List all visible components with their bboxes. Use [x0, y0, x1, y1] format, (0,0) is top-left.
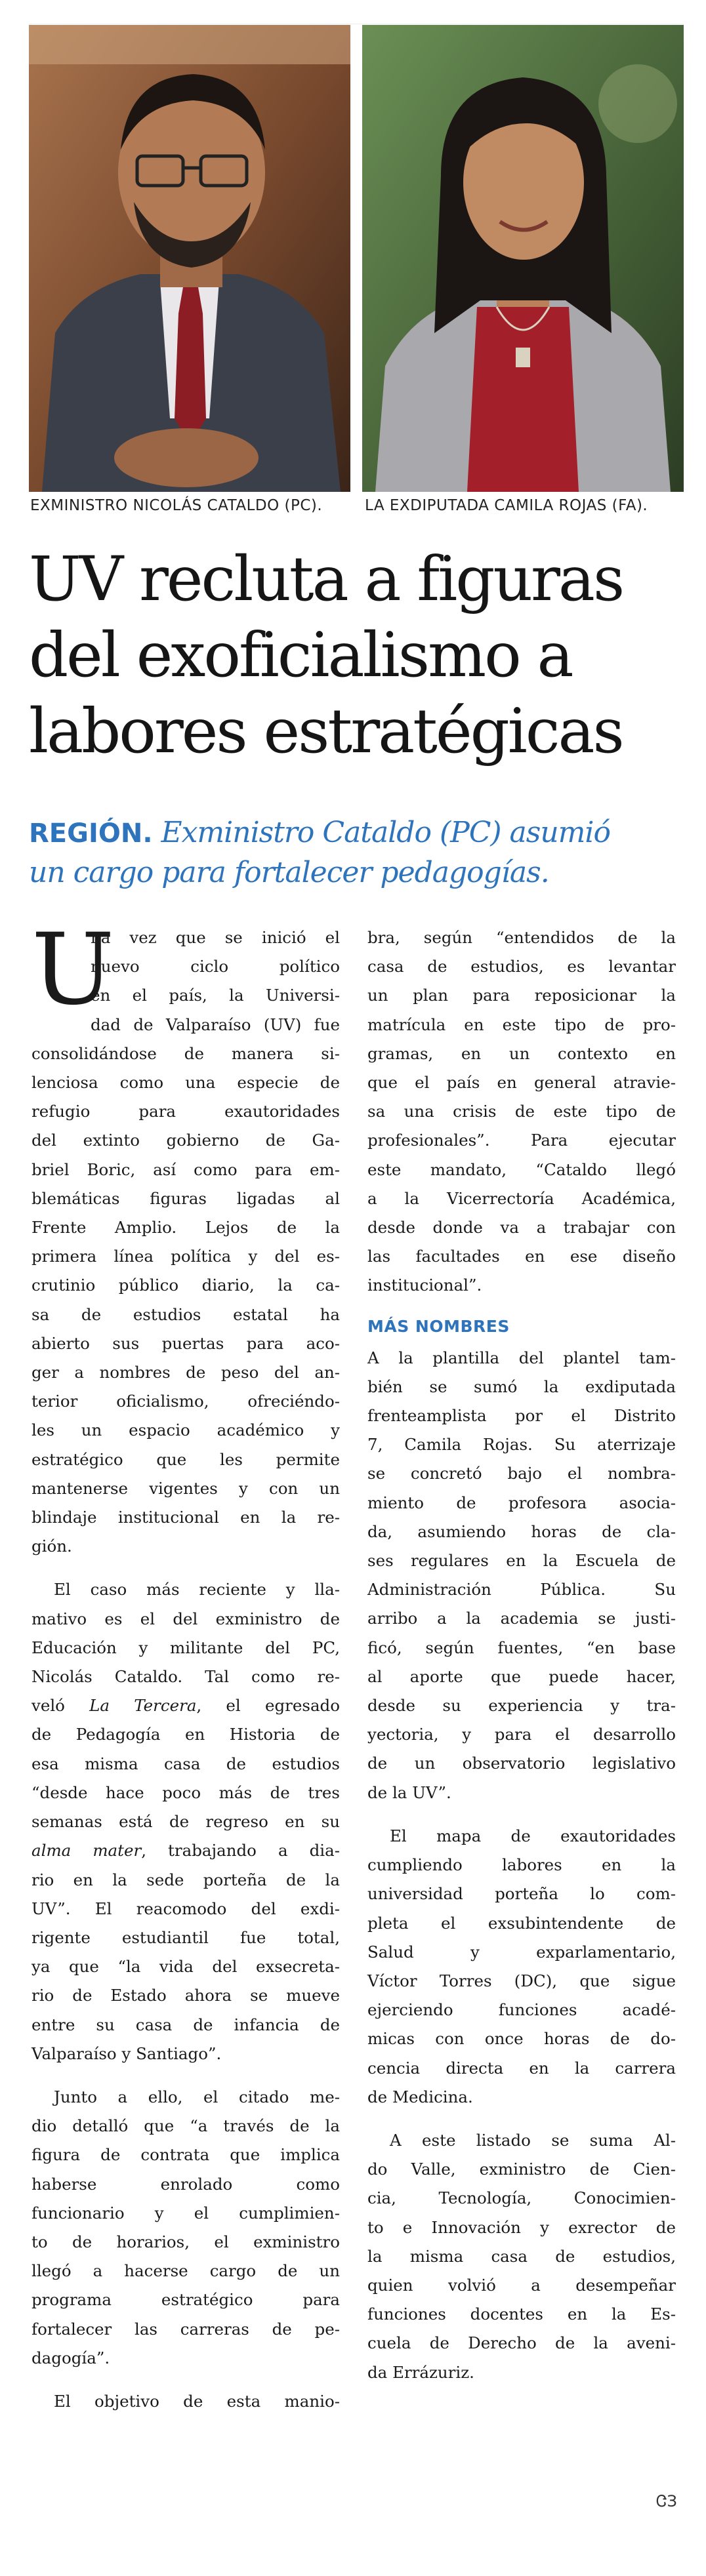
text-segment: se concretó bajo el nombra- — [367, 1464, 676, 1483]
text-segment: cumpliendo labores en la — [367, 1855, 676, 1875]
portrait-man-image — [29, 25, 350, 492]
text-segment: micas con once horas de do- — [367, 2029, 676, 2049]
text-line — [367, 1546, 676, 1575]
text-segment: las facultades en ese diseño — [367, 1247, 676, 1266]
text-line — [367, 2242, 676, 2271]
text-segment: nuevo ciclo político — [91, 957, 340, 976]
text-segment: universidad porteña lo com- — [367, 1884, 676, 1904]
text-segment: arribo a la academia se justi- — [367, 1609, 676, 1628]
text-line — [31, 1416, 340, 1445]
paragraph — [367, 923, 676, 1300]
text-segment: yectoria, y para el desarrollo — [367, 1725, 676, 1744]
text-line — [91, 981, 340, 1010]
text-segment: briel Boric, así como para em- — [31, 1159, 340, 1179]
text-line — [31, 2387, 340, 2416]
text-segment: Valparaíso y Santiago”. — [31, 2043, 222, 2063]
text-segment: consolidándose de manera si- — [31, 1043, 340, 1063]
text-segment: do Valle, exministro de Cien- — [367, 2160, 676, 2179]
text-segment: crutinio público diario, la ca- — [31, 1276, 340, 1295]
text-line — [31, 1474, 340, 1503]
text-segment: mantenerse vigentes y con un — [31, 1478, 340, 1498]
text-segment: Nicolás Cataldo. Tal como re- — [31, 1667, 340, 1687]
text-line — [31, 1097, 340, 1126]
text-segment: profesionales”. Para ejecutar — [367, 1131, 676, 1150]
text-line — [367, 1575, 676, 1604]
text-line — [31, 2285, 340, 2314]
text-line — [31, 1445, 340, 1474]
text-segment: to de horarios, el exministro — [31, 2232, 340, 2251]
text-line — [31, 1634, 340, 1662]
text-segment: Salud y exparlamentario, — [367, 1942, 676, 1962]
text-line — [31, 1213, 340, 1242]
text-segment: dad de Valparaíso (UV) fue — [91, 1015, 340, 1034]
text-segment: veló — [31, 1696, 90, 1716]
text-line — [367, 2126, 676, 2155]
text-line — [367, 1068, 676, 1097]
text-line — [31, 1691, 340, 1720]
text-segment: dio detalló que “a través de la — [31, 2116, 340, 2136]
headline-line: UV recluta a figuras — [29, 544, 623, 615]
text-segment: miento de profesora asocia- — [367, 1493, 676, 1512]
text-segment: llegó a hacerse cargo de un — [31, 2261, 340, 2281]
text-segment: rio de Estado ahora se mueve — [31, 1986, 340, 2005]
text-segment: cia, Tecnología, Conocimien- — [367, 2188, 676, 2208]
text-line — [367, 2184, 676, 2213]
text-line — [31, 1981, 340, 2010]
text-segment: El objetivo de esta manio- — [54, 2391, 340, 2411]
text-line — [367, 1720, 676, 1749]
text-segment: en el país, la Universi- — [91, 986, 340, 1005]
text-line — [31, 1532, 340, 1561]
text-line — [31, 2011, 340, 2040]
paragraph — [367, 1822, 676, 2112]
photo-camila-rojas — [362, 25, 684, 492]
text-segment: de la UV”. — [367, 1782, 451, 1802]
text-line — [367, 2358, 676, 2387]
text-line — [367, 1213, 676, 1242]
text-segment: quien volvió a desempeñar — [367, 2275, 676, 2295]
text-line — [31, 1866, 340, 1895]
text-segment: lenciosa como una especie de — [31, 1073, 340, 1093]
text-segment: na vez que se inició el — [91, 928, 340, 947]
text-segment: haberse enrolado como — [31, 2174, 340, 2194]
photo-caption-left: EXMINISTRO NICOLÁS CATALDO (PC). — [30, 497, 323, 514]
headline — [29, 542, 685, 770]
text-segment: Frente Amplio. Lejos de la — [31, 1218, 340, 1238]
text-line — [367, 1430, 676, 1459]
text-line — [367, 981, 676, 1010]
text-line — [367, 1634, 676, 1662]
drop-cap: U — [31, 913, 115, 1027]
text-line — [31, 1184, 340, 1213]
deck-line — [29, 813, 685, 853]
text-segment: de Pedagogía en Historia de — [31, 1725, 340, 1744]
text-line — [31, 1750, 340, 1779]
text-segment: entre su casa de infancia de — [31, 2015, 340, 2034]
text-segment: cuela de Derecho de la aveni- — [367, 2333, 676, 2353]
text-line — [31, 2315, 340, 2344]
text-line — [31, 1779, 340, 1807]
paragraph — [31, 1575, 340, 2068]
text-line — [31, 2199, 340, 2228]
text-line — [31, 1271, 340, 1300]
text-segment: desde su experiencia y tra- — [367, 1696, 676, 1716]
text-line — [31, 2040, 340, 2068]
text-segment: da, asumiendo horas de cla- — [367, 1521, 676, 1541]
text-line — [91, 952, 340, 981]
text-segment: sa de estudios estatal ha — [31, 1304, 340, 1324]
text-line — [367, 2329, 676, 2358]
text-line — [367, 1097, 676, 1126]
text-line — [367, 2155, 676, 2184]
text-line — [367, 1271, 676, 1300]
text-line — [367, 1662, 676, 1691]
text-line — [31, 1126, 340, 1155]
headline-line: labores estratégicas — [29, 696, 623, 767]
text-segment: primera línea política y del es- — [31, 1247, 340, 1266]
text-line — [367, 2083, 676, 2112]
text-line — [367, 1851, 676, 1880]
text-segment: gión. — [31, 1537, 72, 1556]
text-segment: ficó, según fuentes, “en base — [367, 1638, 676, 1657]
section-tag: REGIÓN. — [29, 818, 153, 849]
text-segment: , trabajando a dia- — [141, 1841, 340, 1861]
text-segment: institucional”. — [367, 1276, 482, 1295]
text-segment: matrícula en este tipo de pro- — [367, 1015, 676, 1034]
paragraph — [367, 2126, 676, 2387]
text-segment: El mapa de exautoridades — [390, 1826, 676, 1845]
text-line — [367, 923, 676, 952]
text-segment: casa de estudios, es levantar — [367, 957, 676, 976]
text-line — [31, 1039, 340, 1068]
text-line — [367, 1967, 676, 1996]
text-line — [31, 2141, 340, 2169]
paragraph — [367, 1344, 676, 1807]
text-line — [31, 1329, 340, 1358]
text-line — [31, 2344, 340, 2373]
text-line — [31, 1895, 340, 1923]
text-segment: de un observatorio legislativo — [367, 1754, 676, 1773]
text-segment: ya que “la vida del exsecreta- — [31, 1957, 340, 1977]
text-segment: Educación y militante del PC, — [31, 1638, 340, 1657]
text-line — [367, 1822, 676, 1851]
text-line — [31, 1503, 340, 1532]
text-line — [31, 1242, 340, 1271]
text-segment: desde donde va a trabajar con — [367, 1218, 676, 1238]
text-segment: este mandato, “Cataldo llegó — [367, 1159, 676, 1179]
italic-text: alma mater — [31, 1841, 142, 1861]
text-line — [31, 1836, 340, 1865]
text-line — [31, 1720, 340, 1749]
text-segment: blemáticas figuras ligadas al — [31, 1188, 340, 1208]
text-line — [367, 952, 676, 981]
text-segment: , el egresado — [196, 1696, 340, 1716]
text-segment: da Errázuriz. — [367, 2362, 474, 2382]
text-segment: funcionario y el cumplimien- — [31, 2203, 340, 2223]
text-segment: les un espacio académico y — [31, 1420, 340, 1440]
text-segment: dagogía”. — [31, 2348, 110, 2367]
text-line — [367, 1779, 676, 1807]
text-segment: UV”. El reacomodo del exdi- — [31, 1899, 340, 1918]
text-segment: figura de contrata que implica — [31, 2145, 340, 2165]
text-segment: refugio para exautoridades — [31, 1102, 340, 1121]
text-segment: to e Innovación y exrector de — [367, 2217, 676, 2237]
text-line — [31, 1387, 340, 1416]
text-segment: blindaje institucional en la re- — [31, 1508, 340, 1527]
text-line — [367, 1184, 676, 1213]
text-segment: frenteamplista por el Distrito — [367, 1406, 676, 1426]
text-segment: gramas, en un contexto en — [367, 1043, 676, 1063]
text-line — [91, 923, 340, 952]
headline-line: del exoficialismo a — [29, 620, 572, 691]
text-segment: A este listado se suma Al- — [390, 2130, 676, 2150]
text-line — [367, 2300, 676, 2329]
text-line — [367, 1880, 676, 1908]
text-line — [31, 1300, 340, 1329]
photo-caption-right: LA EXDIPUTADA CAMILA ROJAS (FA). — [365, 497, 648, 514]
text-segment: bra, según “entendidos de la — [367, 928, 676, 947]
text-line — [367, 1489, 676, 1518]
text-segment: cencia directa en la carrera — [367, 2058, 676, 2078]
text-line — [367, 1749, 676, 1778]
text-segment: rigente estudiantil fue total, — [31, 1927, 340, 1947]
text-segment: A la plantilla del plantel tam- — [367, 1348, 676, 1367]
text-line — [367, 1518, 676, 1546]
text-segment: ejerciendo funciones acadé- — [367, 2000, 676, 2020]
paragraph — [31, 2083, 340, 2373]
text-line — [31, 2112, 340, 2141]
text-line — [367, 1401, 676, 1430]
text-line — [31, 1068, 340, 1097]
text-line — [367, 1373, 676, 1401]
text-segment: esa misma casa de estudios — [31, 1754, 340, 1773]
text-line — [31, 1156, 340, 1184]
text-segment: 7, Camila Rojas. Su aterrizaje — [367, 1435, 676, 1455]
photo-nicolas-cataldo — [29, 25, 350, 492]
text-segment: ses regulares en la Escuela de — [367, 1551, 676, 1571]
text-line — [367, 2054, 676, 2083]
text-line — [31, 1923, 340, 1952]
text-line — [367, 1604, 676, 1633]
text-line — [367, 1691, 676, 1720]
text-segment: de Medicina. — [367, 2087, 473, 2106]
text-segment: abierto sus puertas para aco- — [31, 1333, 340, 1353]
text-line — [367, 1459, 676, 1488]
text-segment: la misma casa de estudios, — [367, 2246, 676, 2266]
text-segment: estratégico que les permite — [31, 1449, 340, 1469]
text-line — [31, 1807, 340, 1836]
section-subhead: MÁS NOMBRES — [367, 1316, 510, 1336]
text-line — [367, 1996, 676, 2024]
text-line — [31, 1605, 340, 1634]
text-line — [31, 2170, 340, 2199]
text-line — [367, 1156, 676, 1184]
text-line — [31, 1662, 340, 1691]
text-segment: pleta el exsubintendente de — [367, 1913, 676, 1933]
text-segment: bién se sumó la exdiputada — [367, 1377, 676, 1396]
text-line — [367, 1909, 676, 1938]
text-segment: Junto a ello, el citado me- — [54, 2087, 340, 2106]
text-line — [31, 2257, 340, 2285]
deck-text: Exministro Cataldo (PC) asumió — [152, 816, 610, 849]
text-line — [367, 2024, 676, 2053]
text-segment: rio en la sede porteña de la — [31, 1870, 340, 1889]
text-line — [31, 2228, 340, 2257]
text-segment: El caso más reciente y lla- — [54, 1580, 340, 1600]
italic-text: La Tercera — [89, 1696, 197, 1716]
text-line — [31, 1358, 340, 1387]
text-line — [31, 2083, 340, 2112]
text-segment: que el país en general atravie- — [367, 1073, 676, 1093]
text-segment: un plan para reposicionar la — [367, 986, 676, 1005]
text-segment: funciones docentes en la Es- — [367, 2304, 676, 2324]
paragraph — [31, 2387, 340, 2416]
text-line — [31, 1575, 340, 1604]
text-segment: Víctor Torres (DC), que sigue — [367, 1971, 676, 1990]
end-mark: ᏣЗ — [656, 2492, 677, 2510]
text-line — [367, 2213, 676, 2242]
text-segment: al aporte que puede hacer, — [367, 1666, 676, 1686]
text-line — [31, 1952, 340, 1981]
text-segment: “desde hace poco más de tres — [31, 1782, 340, 1802]
text-line — [367, 2271, 676, 2300]
deck — [29, 813, 685, 893]
text-line — [367, 1242, 676, 1271]
article-column-right — [367, 923, 676, 2387]
text-segment: mativo es el del exministro de — [31, 1609, 340, 1628]
text-segment: programa estratégico para — [31, 2290, 340, 2310]
text-segment: del extinto gobierno de Ga- — [31, 1131, 340, 1150]
text-segment: terior oficialismo, ofreciéndo- — [31, 1392, 340, 1411]
deck-line: un cargo para fortalecer pedagogías. — [29, 856, 549, 889]
portrait-woman-image — [362, 25, 684, 492]
text-line — [367, 1344, 676, 1373]
text-segment: sa una crisis de este tipo de — [367, 1102, 676, 1121]
text-line — [367, 1039, 676, 1068]
text-segment: Administración Pública. Su — [367, 1580, 676, 1600]
text-segment: semanas está de regreso en su — [31, 1812, 340, 1832]
text-line — [367, 1938, 676, 1967]
text-segment: ger a nombres de peso del an- — [31, 1363, 340, 1382]
text-line — [367, 1011, 676, 1039]
article-column-left — [31, 913, 340, 2416]
text-line — [367, 1126, 676, 1155]
text-segment: fortalecer las carreras de pe- — [31, 2319, 340, 2339]
text-segment: a la Vicerrectoría Académica, — [367, 1188, 676, 1208]
